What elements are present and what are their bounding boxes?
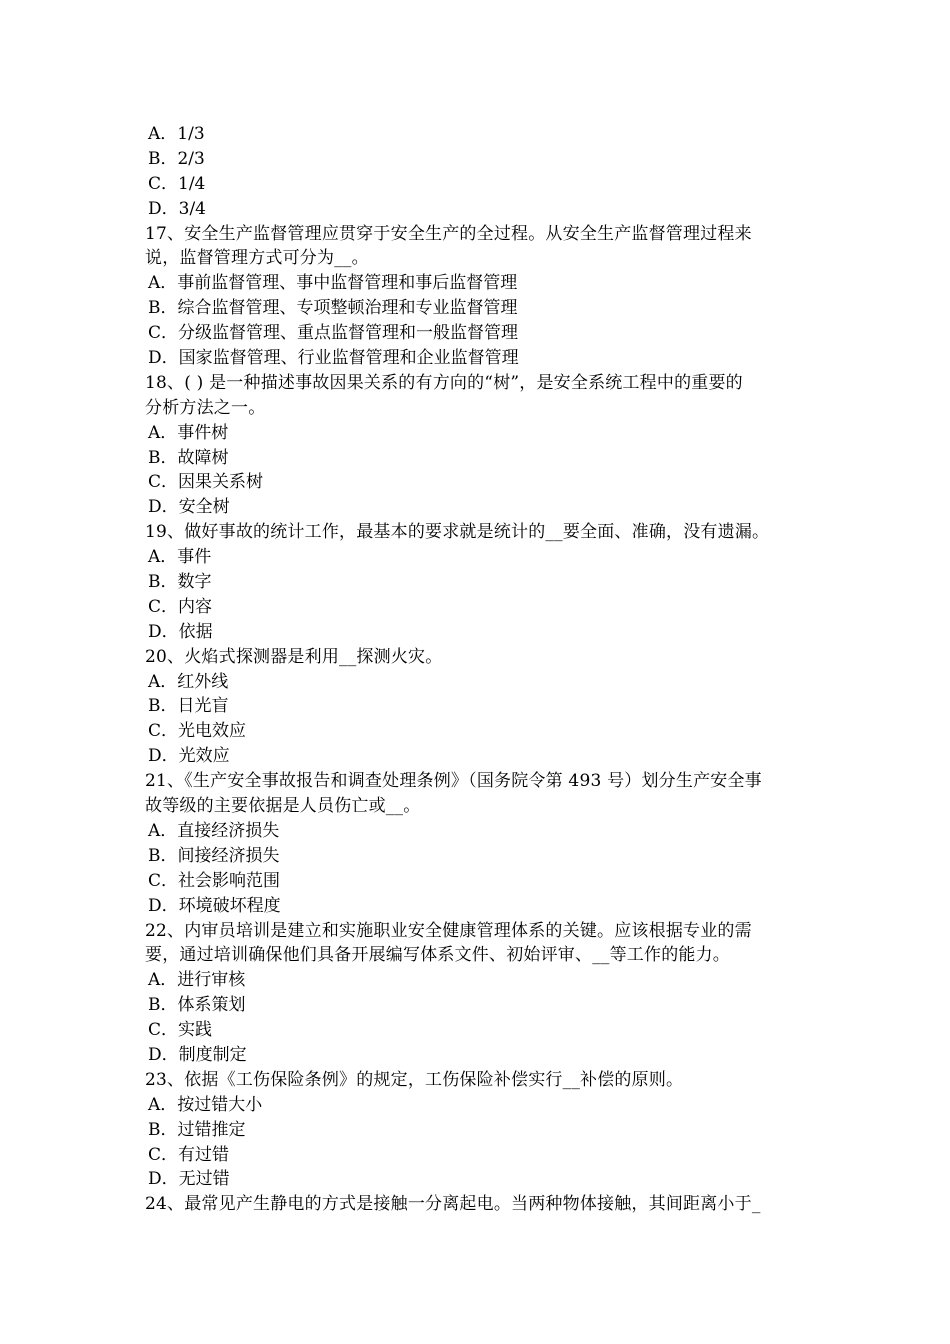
answer-option: A．进行审核 <box>148 970 246 991</box>
answer-option: C．社会影响范围 <box>148 870 281 891</box>
answer-option: B．过错推定 <box>148 1119 246 1140</box>
answer-option: D．环境破坏程度 <box>148 895 281 916</box>
question-text: 24、最常见产生静电的方式是接触一分离起电。当两种物体接触，其间距离小于_ <box>145 1194 761 1215</box>
answer-option: B．2/3 <box>148 148 205 169</box>
answer-option: B．日光盲 <box>148 696 229 717</box>
question-text: 18、( ) 是一种描述事故因果关系的有方向的“树”，是安全系统工程中的重要的 <box>145 372 743 393</box>
answer-option: B．间接经济损失 <box>148 845 280 866</box>
answer-option: C．1/4 <box>148 173 206 194</box>
answer-option: A．事件 <box>148 547 212 568</box>
question-text: 21、《生产安全事故报告和调查处理条例》（国务院令第 493 号）划分生产安全事 <box>145 771 762 792</box>
question-text: 20、火焰式探测器是利用__探测火灾。 <box>145 646 443 667</box>
question-text: 要，通过培训确保他们具备开展编写体系文件、初始评审、__等工作的能力。 <box>145 945 730 966</box>
answer-option: B．体系策划 <box>148 995 246 1016</box>
answer-option: B．综合监督管理、专项整顿治理和专业监督管理 <box>148 298 518 319</box>
answer-option: B．故障树 <box>148 447 229 468</box>
answer-option: A．事前监督管理、事中监督管理和事后监督管理 <box>148 273 518 294</box>
answer-option: A．1/3 <box>148 124 205 144</box>
question-text: 19、做好事故的统计工作，最基本的要求就是统计的__要全面、准确，没有遗漏。 <box>145 522 770 543</box>
question-text: 23、依据《工伤保险条例》的规定，工伤保险补偿实行__补偿的原则。 <box>145 1069 684 1090</box>
answer-option: D．3/4 <box>148 198 206 219</box>
answer-option: D．安全树 <box>148 497 230 518</box>
answer-option: C．分级监督管理、重点监督管理和一般监督管理 <box>148 323 519 344</box>
question-text: 17、安全生产监督管理应贯穿于安全生产的全过程。从安全生产监督管理过程来 <box>145 223 752 244</box>
answer-option: D．制度制定 <box>148 1044 247 1065</box>
question-text: 说，监督管理方式可分为__。 <box>145 248 369 269</box>
question-text: 故等级的主要依据是人员伤亡或__。 <box>145 796 421 817</box>
question-text: 分析方法之一。 <box>145 397 266 418</box>
answer-option: D．依据 <box>148 621 213 642</box>
answer-option: C．实践 <box>148 1020 213 1041</box>
answer-option: C．因果关系树 <box>148 472 264 493</box>
answer-option: A．红外线 <box>148 671 229 692</box>
answer-option: A．直接经济损失 <box>148 820 280 841</box>
answer-option: D．光效应 <box>148 746 230 767</box>
answer-option: A．事件树 <box>148 422 229 443</box>
answer-option: C．光电效应 <box>148 721 247 742</box>
question-list <box>145 122 810 1217</box>
answer-option: C．有过错 <box>148 1144 230 1165</box>
answer-option: D．国家监督管理、行业监督管理和企业监督管理 <box>148 348 519 369</box>
answer-option: B．数字 <box>148 572 212 593</box>
answer-option: C．内容 <box>148 596 213 617</box>
answer-option: A．按过错大小 <box>148 1094 263 1115</box>
answer-option: D．无过错 <box>148 1169 230 1190</box>
question-text: 22、内审员培训是建立和实施职业安全健康管理体系的关键。应该根据专业的需 <box>145 920 752 941</box>
